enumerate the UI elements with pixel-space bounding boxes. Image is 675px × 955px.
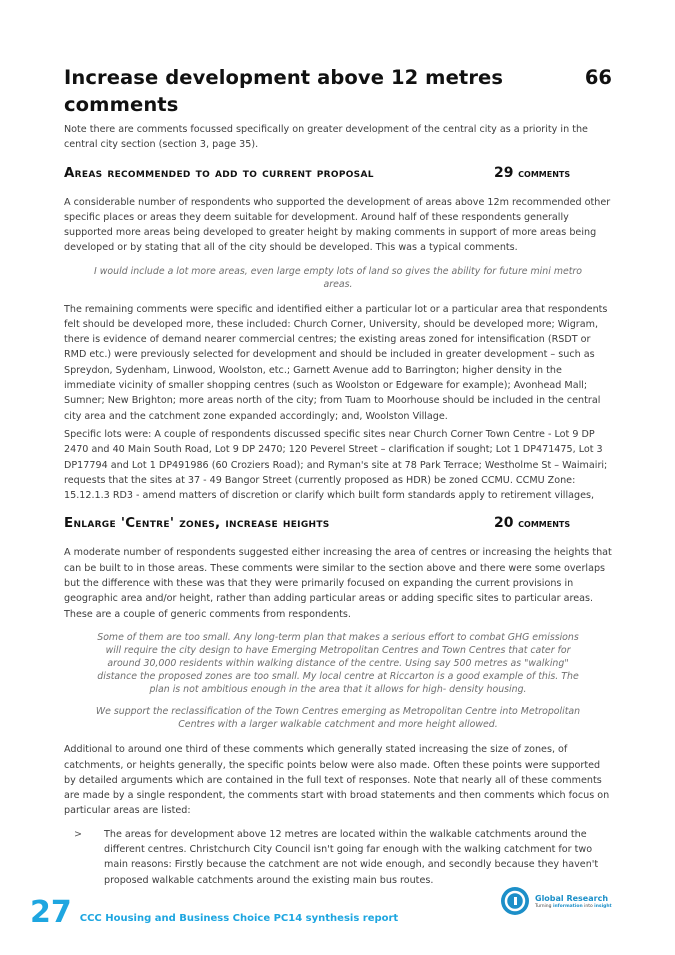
logo-tagline: Turning information into insight bbox=[535, 903, 612, 909]
section-count-label: comments bbox=[518, 516, 571, 531]
intro-note: Note there are comments focussed specifically on greater development of the central city as a priority in the central city section (section 3, page 35). bbox=[64, 124, 588, 151]
section-count bbox=[494, 165, 570, 181]
quote: We support the reclassification of the Town Centres emerging as Metropolitan Centre into Metropolitan Centres with a larger walkable catchment and more height allowed. bbox=[95, 706, 581, 731]
main-heading bbox=[64, 64, 612, 118]
section-count-number: 29 bbox=[494, 164, 514, 181]
report-title: CCC Housing and Business Choice PC14 synthesis report bbox=[79, 913, 399, 924]
paragraph: Specific lots were: A couple of respondents discussed specific sites near Church Corner Town Centre - Lot 9 DP 2470 and 40 Main South Road, Lot 9 DP 2470; 120 Peverel Street – clarification if sought; Lot 1 DP471475, Lot 3 DP17794 and Lot 1 DP491986 (60 Croziers Road); and Ryman's site at 78 Park Terrace; Westholme St – Waimairi; requests that the sites at 37 - 49 Bangor Street (currently proposed as HDR) be zoned CCMU. CCMU Zone: 15.12.1.3 RD3 - amend matters of discretion or clarify which built form standards apply to retirement villages, bbox=[64, 428, 608, 502]
section-title: Enlarge 'Centre' zones, increase heights bbox=[64, 516, 330, 532]
bullet-marker-icon: > bbox=[74, 828, 83, 840]
footer bbox=[30, 895, 399, 930]
global-research-logo bbox=[500, 886, 612, 916]
page-content bbox=[64, 64, 612, 888]
section-title: Areas recommended to add to current proposal bbox=[64, 165, 374, 181]
section-count-label: comments bbox=[518, 165, 571, 180]
comment-count: 66 bbox=[584, 66, 612, 89]
list-item-text: The areas for development above 12 metres are located within the walkable catchments around the different centres. Christchurch City Council isn't going far enough with the walking catchment for two main reasons: Firstly because the catchment are not wide enough, and secondly because they haven't proposed walkable catchments around the existing main bus routes. bbox=[104, 828, 599, 886]
list-item bbox=[64, 827, 612, 888]
section-count-number: 20 bbox=[494, 515, 514, 532]
quote: I would include a lot more areas, even large empty lots of land so gives the ability for future mini metro areas. bbox=[94, 265, 582, 290]
page-title: Increase development above 12 metres comments bbox=[64, 66, 504, 116]
paragraph: A moderate number of respondents suggested either increasing the area of centres or increasing the heights that can be built to in those areas. These comments were similar to the section above and there were some overlaps but the difference with these was that they were primarily focused on expanding the current provisions in geographic area and/or height, rather than adding particular areas or adding specific sites to particular areas. These are a couple of generic comments from respondents. bbox=[64, 547, 612, 620]
paragraph: A considerable number of respondents who supported the development of areas above 12m recommended other specific places or areas they deem suitable for development. Around half of these respondents generally supported more areas being developed to greater height by making comments in support of more areas being developed or by stating that all of the city should be developed. This was a typical comments. bbox=[64, 196, 611, 254]
section-heading-areas bbox=[64, 165, 612, 181]
quote: Some of them are too small. Any long-term plan that makes a serious effort to combat GHG emissions will require the city design to have Emerging Metropolitan Centres and Town Centres that cater for around 30,000 residents within walking distance of the centre. Using say 500 metres as "walking" distance the proposed zones are too small. My local centre at Riccarton is a good example of this. The plan is not ambitious enough in the area that it allows for high- density housing. bbox=[97, 631, 579, 695]
page-number: 27 bbox=[30, 895, 72, 930]
section-heading-centres bbox=[64, 515, 612, 531]
paragraph: The remaining comments were specific and identified either a particular lot or a particular area that respondents felt should be developed more, these included: Church Corner, University, should be developed more; Wigram, there is evidence of demand nearer commercial centres; the existing areas zoned for intensification (RSDT or RMD etc.) were previously selected for development and should be included in greater development – such as Spreydon, Sydenham, Linwood, Woolston, etc.; Garnett Avenue add to Barrington; higher density in the immediate vicinity of smaller shopping centres (such as Woolston or Edgeware for example); Avonhead Mall; Sumner; New Brighton; more areas north of the city; from Tuam to Moorhouse should be included in the central city area and the catchment zone expanded accordingly; and, Woolston Village. bbox=[64, 303, 608, 422]
paragraph: Additional to around one third of these comments which generally stated increasing the size of zones, of catchments, or heights generally, the specific points below were also made. Often these points were supported by detailed arguments which are contained in the full text of responses. Note that nearly all of these comments are made by a single respondent, the comments start with broad statements and then comments which focus on particular areas are listed: bbox=[64, 744, 610, 817]
logo-name: Global Research bbox=[535, 893, 609, 903]
section-count bbox=[494, 515, 570, 531]
logo-icon bbox=[500, 886, 530, 916]
logo-text bbox=[535, 894, 612, 909]
